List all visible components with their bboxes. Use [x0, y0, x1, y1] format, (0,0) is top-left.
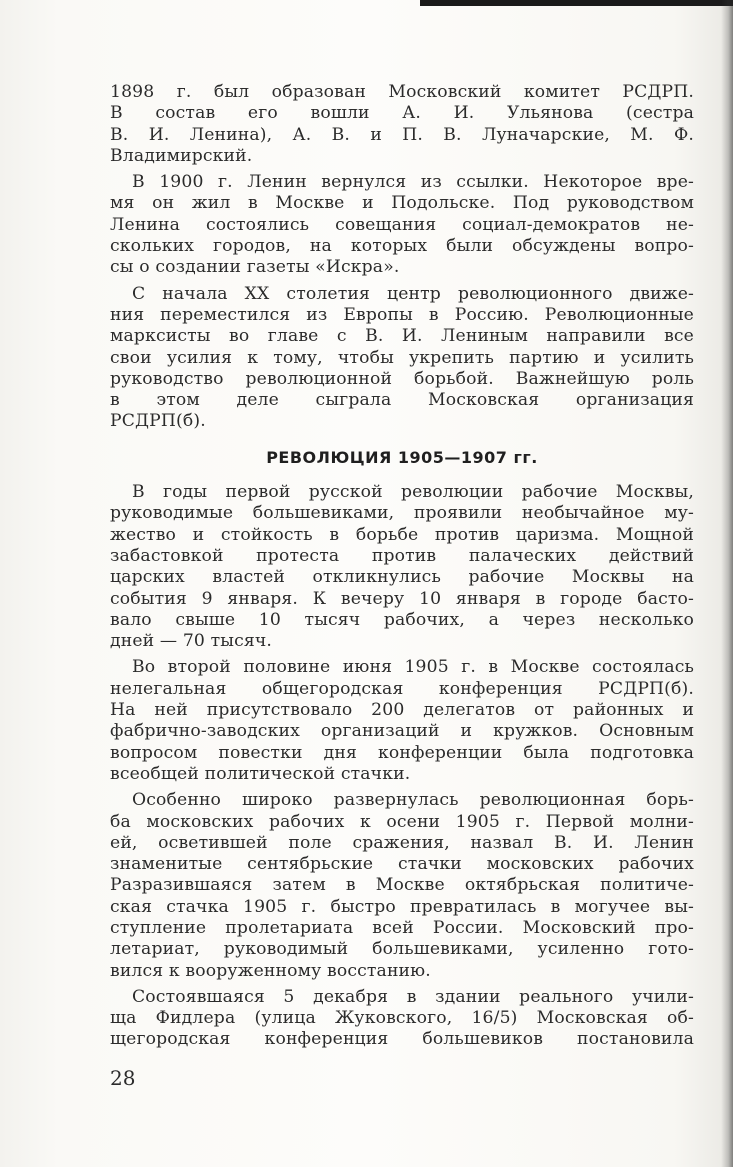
- page-text: [110, 82, 694, 1056]
- text-line: В годы первой русской революции рабочие Москвы,: [132, 482, 694, 503]
- text-line: ей, осветившей поле сражения, назвал В. И. Ленин: [110, 832, 694, 853]
- paragraph-section-1: [110, 482, 694, 652]
- text-line: 1898 г. был образован Московский комитет РСДРП.: [110, 82, 694, 102]
- text-line: В состав его вошли А. И. Ульянова (сестра: [110, 103, 694, 124]
- text-line: жество и стойкость в борьбе против царизма. Мощной: [110, 524, 694, 545]
- text-line: Во второй половине июня 1905 г. в Москве состоялась: [132, 657, 694, 678]
- text-line: Разразившаяся затем в Москве октябрьская политиче-: [110, 875, 694, 896]
- text-line: фабрично-заводских организаций и кружков. Основным: [110, 721, 694, 742]
- page-edge-shadow: [721, 0, 733, 1167]
- paragraph-intro-3: [110, 284, 694, 433]
- text-line: ща Фидлера (улица Жуковского, 16/5) Московская об-: [110, 1008, 694, 1029]
- text-line: РСДРП(б).: [110, 411, 206, 432]
- text-line: вился к вооруженному восстанию.: [110, 960, 431, 981]
- text-line: царских властей откликнулись рабочие Москвы на: [110, 567, 694, 588]
- text-line: На ней присутствовало 200 делегатов от районных и: [110, 700, 694, 721]
- text-line: В 1900 г. Ленин вернулся из ссылки. Некоторое вре-: [132, 172, 694, 193]
- text-line: забастовкой протеста против палаческих действий: [110, 545, 694, 566]
- text-line: события 9 января. К вечеру 10 января в городе басто-: [110, 588, 694, 609]
- text-line: свои усилия к тому, чтобы укрепить партию и усилить: [110, 347, 694, 368]
- text-line: нелегальная общегородская конференция РСДРП(б).: [110, 678, 694, 699]
- text-line: щегородская конференция большевиков постановила: [110, 1029, 694, 1050]
- text-line: ступление пролетариата всей России. Московский про-: [110, 917, 694, 938]
- text-line: С начала XX столетия центр революционного движе-: [132, 283, 694, 304]
- text-line: знаменитые сентябрьские стачки московских рабочих: [110, 854, 694, 875]
- text-line: скольких городов, на которых были обсуждены вопро-: [110, 236, 694, 257]
- text-line: в этом деле сыграла Московская организация: [110, 390, 694, 411]
- text-line: В. И. Ленина), А. В. и П. В. Луначарские, М. Ф.: [110, 124, 694, 145]
- text-line: руководимые большевиками, проявили необычайное му-: [110, 503, 694, 524]
- section-heading: РЕВОЛЮЦИЯ 1905—1907 гг.: [266, 447, 538, 467]
- text-line: летариат, руководимый большевиками, усиленно гото-: [110, 939, 694, 960]
- paragraph-section-3: [110, 790, 694, 982]
- text-line: Состоявшаяся 5 декабря в здании реального учили-: [132, 986, 694, 1007]
- paragraph-intro-1: [110, 82, 694, 167]
- text-line: Владимирский.: [110, 145, 253, 166]
- text-line: дней — 70 тысяч.: [110, 631, 272, 652]
- paragraph-section-2: [110, 657, 694, 785]
- text-line: марксисты во главе с В. И. Лениным направили все: [110, 326, 694, 347]
- text-line: вопросом повестки дня конференции была подготовка: [110, 742, 694, 763]
- paragraph-intro-2: [110, 172, 694, 278]
- page-number: 28: [110, 1066, 136, 1090]
- text-line: вало свыше 10 тысяч рабочих, а через несколько: [110, 609, 694, 630]
- text-line: мя он жил в Москве и Подольске. Под руководством: [110, 193, 694, 214]
- paragraph-section-4: [110, 987, 694, 1051]
- text-line: ба московских рабочих к осени 1905 г. Первой молни-: [110, 811, 694, 832]
- text-line: ская стачка 1905 г. быстро превратилась в могучее вы-: [110, 896, 694, 917]
- text-line: сы о создании газеты «Искра».: [110, 257, 400, 278]
- text-line: руководство революционной борьбой. Важнейшую роль: [110, 368, 694, 389]
- text-line: ния переместился из Европы в Россию. Революционные: [110, 304, 694, 325]
- top-rule: [420, 0, 733, 6]
- text-line: всеобщей политической стачки.: [110, 763, 411, 784]
- text-line: Ленина состоялись совещания социал-демократов не-: [110, 214, 694, 235]
- text-line: Особенно широко развернулась революционная борь-: [132, 790, 694, 811]
